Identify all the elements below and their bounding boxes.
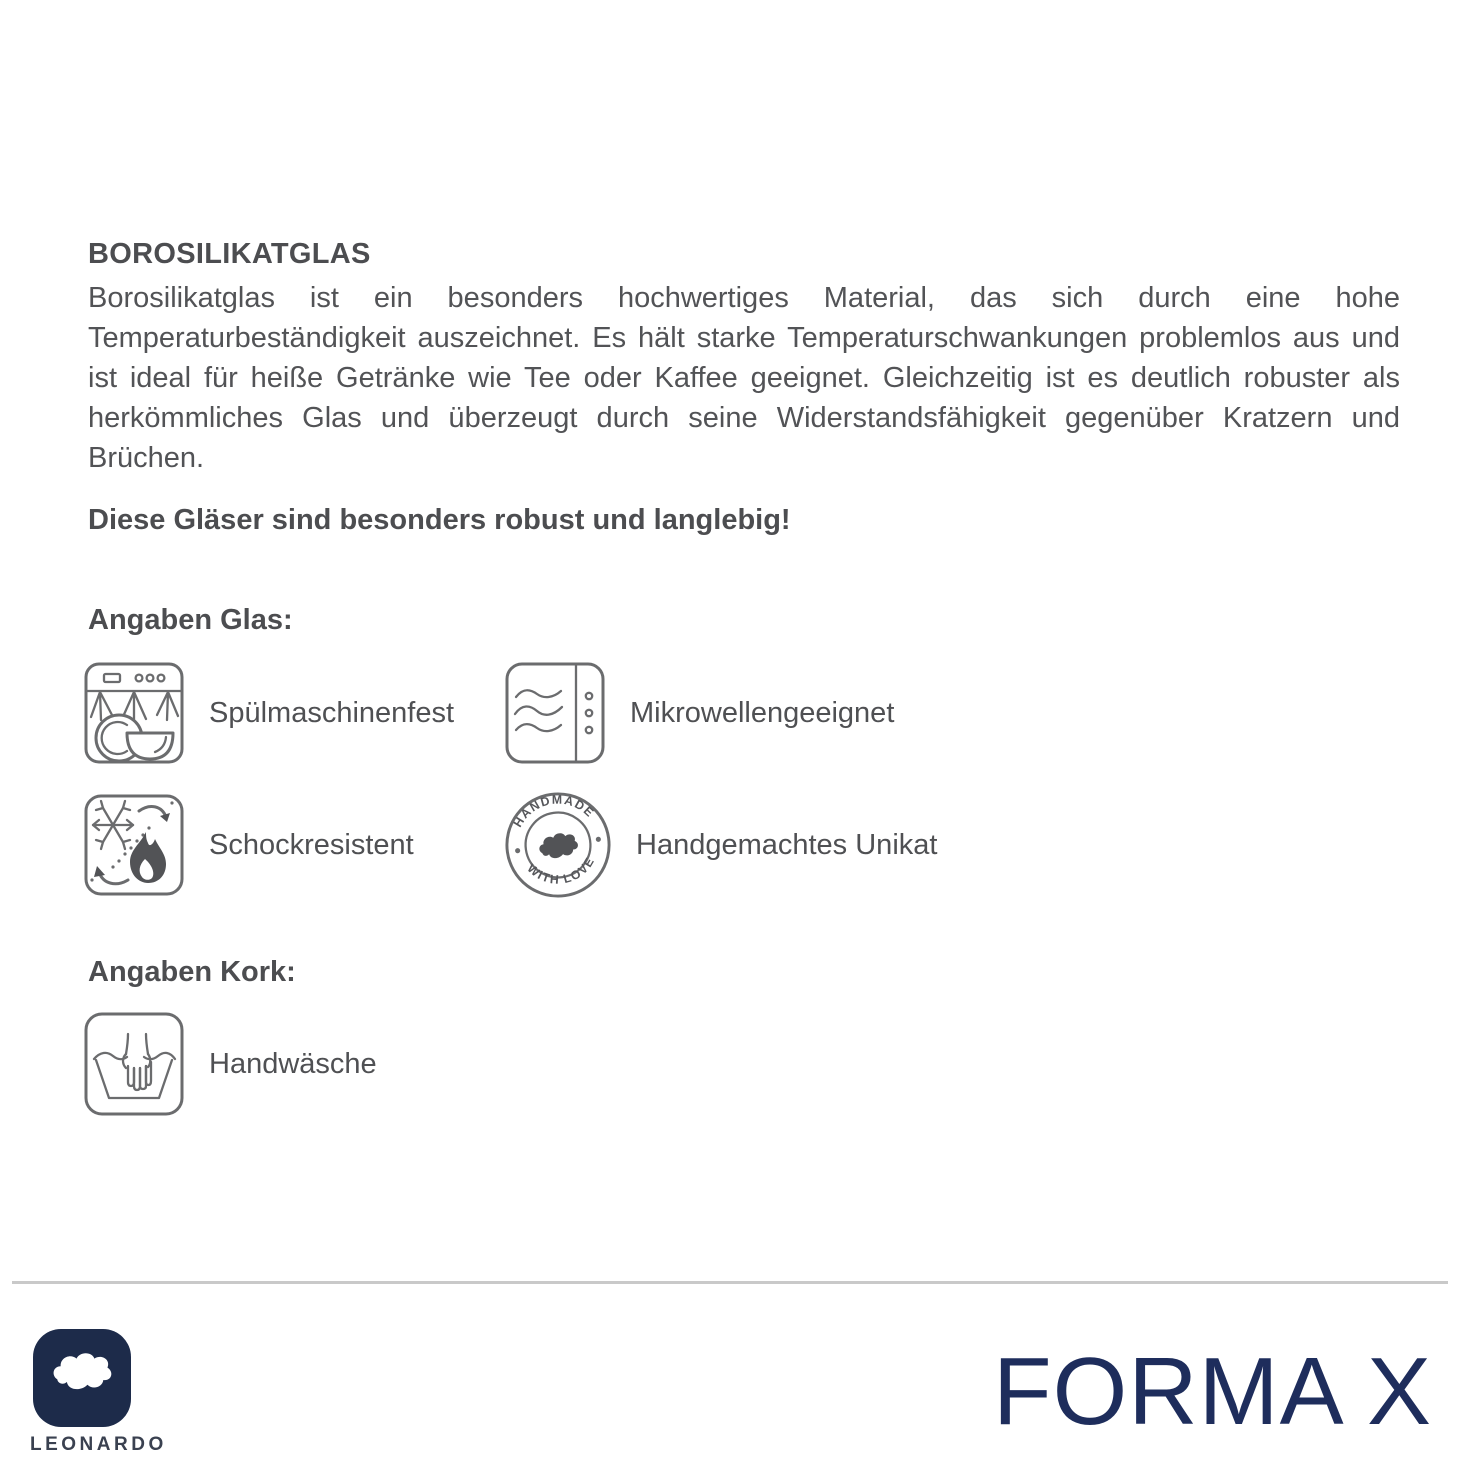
highlight-sentence: Diese Gläser sind besonders robust und langlebig! (88, 504, 791, 536)
footer-divider (12, 1281, 1448, 1284)
feature-label: Handgemachtes Unikat (636, 828, 938, 861)
page-title: BOROSILIKATGLAS (88, 238, 371, 270)
badge-bottom-text: WITH LOVE (524, 854, 598, 887)
cloud-icon (538, 831, 580, 860)
product-name: FORMA X (992, 1338, 1432, 1445)
brand-wordmark: LEONARDO (30, 1434, 167, 1455)
feature-microwave-safe (503, 658, 1402, 768)
badge-top-text: HANDMADE (510, 792, 598, 830)
feature-handmade (503, 790, 1402, 900)
feature-dishwasher-safe (82, 658, 503, 768)
glass-feature-list (82, 658, 1402, 900)
feature-shock-resistant (82, 790, 503, 900)
cloud-icon (49, 1348, 115, 1394)
feature-handwash (82, 1009, 377, 1119)
feature-label: Mikrowellengeeignet (630, 696, 895, 729)
microwave-safe-icon (503, 660, 607, 766)
leonardo-logo (33, 1329, 131, 1427)
shock-resistant-icon (82, 792, 186, 898)
feature-label: Schockresistent (209, 828, 414, 861)
dishwasher-safe-icon (82, 660, 186, 766)
description-paragraph: Borosilikatglas ist ein besonders hochwertiges Material, das sich durch eine hohe Temperaturbeständigkeit auszeichnet. Es hält starke Temperaturschwankungen problemlos aus und ist ideal für heiße Getränke wie Tee oder Kaffee geeignet. Gleichzeitig ist es deutlich robuster als herkömmliches Glas und überzeugt durch seine Widerstandsfähigkeit gegenüber Kratzern und Brüchen. (88, 282, 1400, 474)
cork-section-title: Angaben Kork: (88, 956, 296, 988)
feature-label: Handwäsche (209, 1047, 377, 1080)
glass-section-title: Angaben Glas: (88, 604, 293, 636)
cork-feature-list (82, 1008, 377, 1120)
feature-label: Spülmaschinenfest (209, 696, 455, 729)
handwash-icon (82, 1010, 186, 1118)
handmade-badge-icon (503, 790, 613, 900)
